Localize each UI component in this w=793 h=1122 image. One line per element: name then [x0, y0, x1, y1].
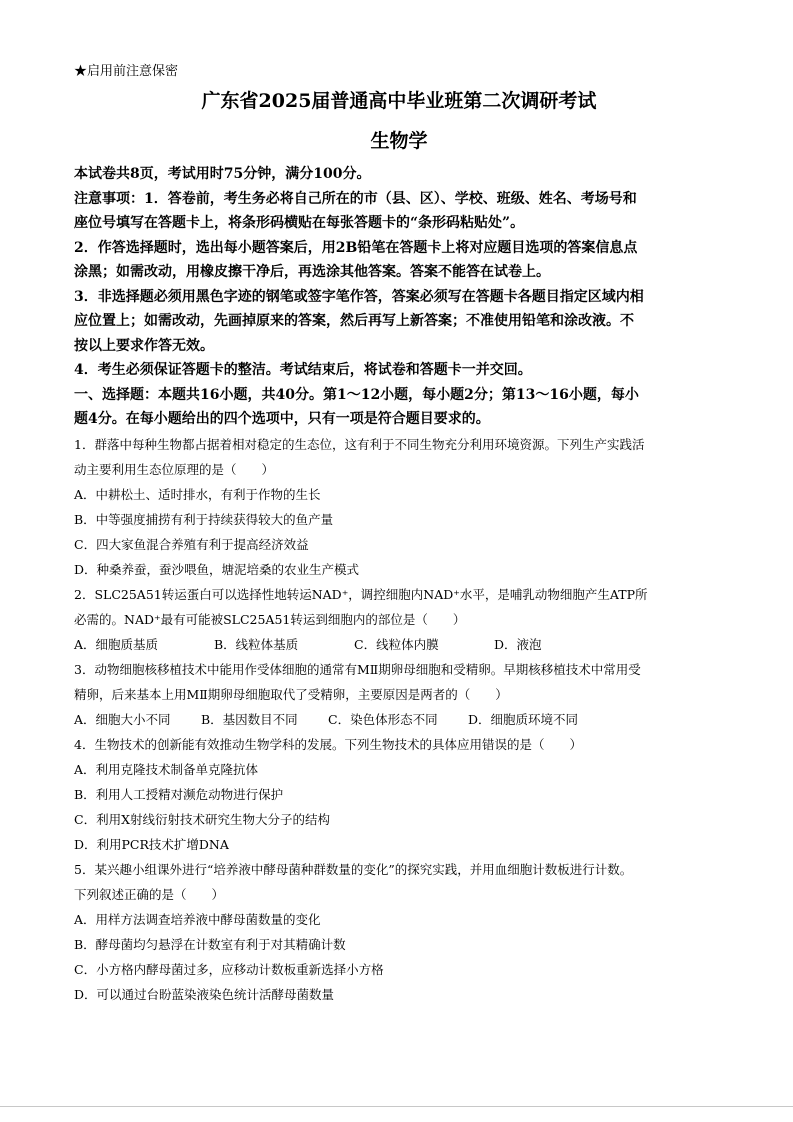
- note-3-line-1: 3．非选择题必须用黑色字迹的钢笔或签字笔作答，答案必须写在答题卡各题目指定区域内相: [74, 288, 644, 305]
- q2-option-c: C．线粒体内膜: [354, 636, 439, 652]
- question-1: [74, 432, 724, 582]
- note-2-line-2: 涂黑；如需改动，用橡皮擦干净后，再选涂其他答案。答案不能答在试卷上。: [74, 264, 550, 280]
- exam-title: 广东省2025届普通高中毕业班第二次调研考试: [201, 90, 597, 112]
- q4-option-c: C．利用X射线衍射技术研究生物大分子的结构: [74, 811, 330, 827]
- q5-option-c: C．小方格内酵母菌过多，应移动计数板重新选择小方格: [74, 961, 384, 977]
- note-1-line-1: 注意事项：1．答卷前，考生务必将自己所在的市（县、区）、学校、班级、姓名、考场号和: [74, 190, 637, 207]
- section-line-2: 题4分。在每小题给出的四个选项中，只有一项是符合题目要求的。: [74, 411, 490, 427]
- q2-stem-line-2: 必需的。NAD⁺最有可能被SLC25A51转运到细胞内的部位是（ ）: [74, 611, 466, 627]
- q3-stem-line-1: 3．动物细胞核移植技术中能用作受体细胞的通常有MⅡ期卵母细胞和受精卵。早期核移植技术中常用受: [74, 661, 641, 677]
- q2-stem-line-1: 2．SLC25A51转运蛋白可以选择性地转运NAD⁺，调控细胞内NAD⁺水平，是哺乳动物细胞产生ATP所: [74, 586, 648, 602]
- q5-stem-line-2: 下列叙述正确的是（ ）: [74, 886, 225, 902]
- q5-option-b: B．酵母菌均匀悬浮在计数室有利于对其精确计数: [74, 936, 346, 952]
- q1-option-d: D．种桑养蚕，蚕沙喂鱼，塘泥培桑的农业生产模式: [74, 561, 360, 577]
- exam-page: [74, 62, 724, 1007]
- instructions: [74, 162, 724, 383]
- question-3: [74, 657, 724, 732]
- question-4: [74, 732, 724, 857]
- q3-options: [74, 707, 724, 732]
- confidential-mark: ★启用前注意保密: [74, 64, 179, 79]
- note-1-line-2: 座位号填写在答题卡上，将条形码横贴在每张答题卡的“条形码粘贴处”。: [74, 215, 525, 231]
- q2-options: [74, 632, 724, 657]
- section-heading: [74, 383, 724, 432]
- q4-option-b: B．利用人工授精对濒危动物进行保护: [74, 786, 284, 802]
- note-2-line-1: 2．作答选择题时，选出每小题答案后，用2B铅笔在答题卡上将对应题目选项的答案信息点: [74, 239, 638, 256]
- note-4: 4．考生必须保证答题卡的整洁。考试结束后，将试卷和答题卡一并交回。: [74, 362, 532, 378]
- q1-stem-line-1: 1．群落中每种生物都占据着相对稳定的生态位，这有利于不同生物充分利用环境资源。下列生产实践活: [74, 436, 645, 452]
- q3-option-d: D．细胞质环境不同: [468, 711, 579, 727]
- q3-option-a: A．细胞大小不同: [74, 711, 171, 727]
- note-3-line-3: 按以上要求作答无效。: [74, 337, 214, 354]
- subject-title: 生物学: [370, 130, 428, 152]
- q1-stem-line-2: 动主要利用生态位原理的是（ ）: [74, 461, 275, 477]
- exam-overview: 本试卷共8页，考试用时75分钟，满分100分。: [74, 166, 371, 182]
- q3-option-b: B．基因数目不同: [201, 711, 298, 727]
- note-3-line-2: 应位置上；如需改动，先画掉原来的答案，然后再写上新答案；不准使用铅笔和涂改液。不: [74, 313, 634, 329]
- q3-option-c: C．染色体形态不同: [328, 711, 438, 727]
- q1-option-c: C．四大家鱼混合养殖有利于提高经济效益: [74, 536, 309, 552]
- q4-option-a: A．利用克隆技术制备单克隆抗体: [74, 761, 259, 777]
- q5-stem-line-1: 5．某兴趣小组课外进行“培养液中酵母菌种群数量的变化”的探究实践，并用血细胞计数板进行计数。: [74, 861, 633, 877]
- q5-option-a: A．用样方法调查培养液中酵母菌数量的变化: [74, 911, 321, 927]
- q1-option-b: B．中等强度捕捞有利于持续获得较大的鱼产量: [74, 511, 334, 527]
- q2-option-a: A．细胞质基质: [74, 636, 159, 652]
- q4-option-d: D．利用PCR技术扩增DNA: [74, 836, 229, 852]
- question-2: [74, 582, 724, 657]
- section-line-1: 一、选择题：本题共16小题，共40分。第1～12小题，每小题2分；第13～16小题，每小: [74, 386, 639, 403]
- question-5: [74, 857, 724, 1007]
- q4-stem-line-1: 4．生物技术的创新能有效推动生物学科的发展。下列生物技术的具体应用错误的是（ ）: [74, 736, 582, 752]
- page-bottom-divider: [0, 1106, 793, 1107]
- q2-option-d: D．液泡: [494, 636, 542, 652]
- q2-option-b: B．线粒体基质: [214, 636, 299, 652]
- q5-option-d: D．可以通过台盼蓝染液染色统计活酵母菌数量: [74, 986, 335, 1002]
- q1-option-a: A．中耕松土、适时排水，有利于作物的生长: [74, 486, 321, 502]
- q3-stem-line-2: 精卵，后来基本上用MⅡ期卵母细胞取代了受精卵，主要原因是两者的（ ）: [74, 686, 508, 702]
